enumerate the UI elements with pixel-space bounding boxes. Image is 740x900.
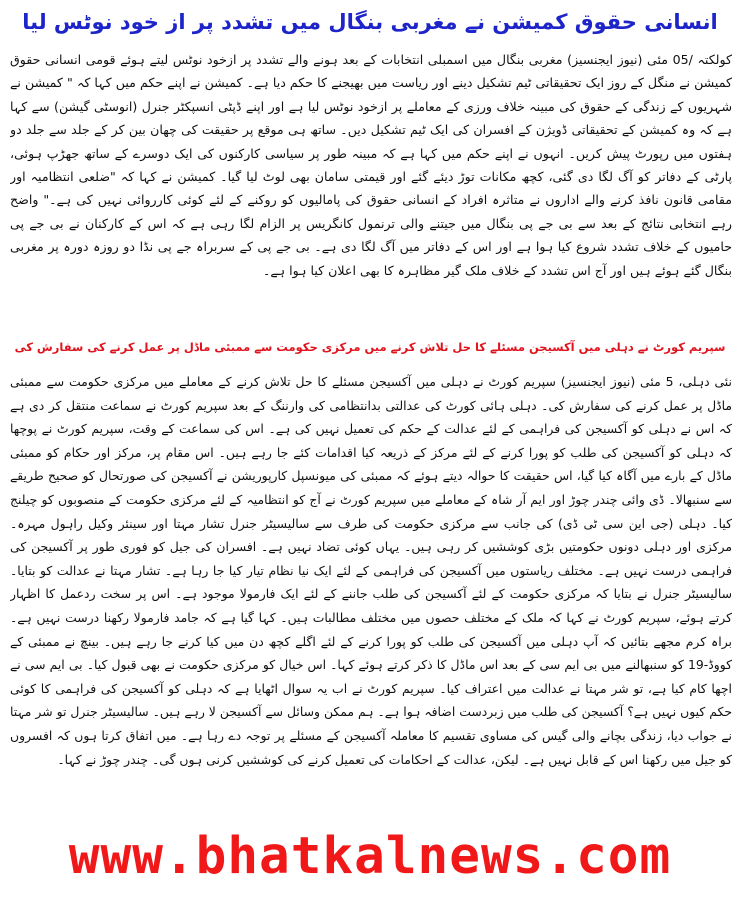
headline-supreme-court-oxygen: سپریم کورٹ نے دہلی میں آکسیجن مسئلے کا حل تلاش کرنے میں مرکزی حکومت سے ممبئی ماڈل پر عمل کرنے کی سفارش کی [14, 340, 726, 354]
headline-human-rights-commission: انسانی حقوق کمیشن نے مغربی بنگال میں تشدد پر از خود نوٹس لیا [22, 10, 718, 34]
article-body-bengal-violence: کولکتہ /05 مئی (نیوز ایجنسیز) مغربی بنگال میں اسمبلی انتخابات کے بعد ہونے والے تشدد پر ازخود نوٹس لیتے ہوئے قومی انسانی حقوق کمیشن نے منگل کے روز ایک تحقیقاتی ٹیم تشکیل دینے اور ریاست میں بھیجنے کا حکم دیا ہے۔ کمیشن نے اپنے حکم میں کہا کہ " کمیشن نے شہریوں کے زندگی کے حقوق کی مبینہ خلاف ورزی کے معاملے پر ازخود نوٹس لیا ہے اور اپنے ڈپٹی انسپکٹر جنرل (انوسٹی گیشن) سے کہا ہے کہ وہ کمیشن کے تحقیقاتی ڈویژن کے افسران کی ایک ٹیم تشکیل دیں۔ ساتھ ہی موقع پر حقیقت کی چھان بین کر کے جلد سے جلد دو ہفتوں میں رپورٹ پیش کریں۔ انہوں نے اپنے حکم میں کہا ہے کہ مبینہ طور پر سیاسی کارکنوں کی ایک دوسرے کے ساتھ جھڑپ ہوئی، پارٹی کے دفاتر کو آگ لگا دی گئی، کچھ مکانات توڑ دیئے گئے اور قیمتی سامان بھی لوٹ لیا گیا۔ کمیشن نے کہا کہ "ضلعی انتظامیہ اور مقامی قانون نافذ کرنے والے اداروں نے متاثرہ افراد کے انسانی حقوق کی پامالیوں کو روکنے کے لئے کوئی کارروائی نہیں کی ہے۔" واضح رہے انتخابی نتائج کے بعد سے بی جے پی بنگال میں جیتنے والی ترنمول کانگریس پر الزام لگا رہی ہے کہ اس کے کارکنان نے بی جے پی حامیوں کے خلاف تشدد شروع کیا ہوا ہے اور اس کے دفاتر میں آگ لگا دی ہے۔ بی جے پی کے سربراہ جے پی نڈا دو روزہ دورہ پر مغربی بنگال گئے ہوئے ہیں اور آج اس تشدد کے خلاف ملک گیر مظاہرہ کا بھی اعلان کیا ہوا ہے۔ [10, 52, 732, 278]
article-body-oxygen-mumbai-model: نئی دہلی، 5 مئی (نیوز ایجنسیز) سپریم کورٹ نے دہلی میں آکسیجن مسئلے کا حل تلاش کرنے کے معاملے میں مرکزی حکومت سے ممبئی ماڈل پر عمل کرنے کی سفارش کی۔ دہلی ہائی کورٹ کی عدالتی بدانتظامی کی وارننگ کے بعد سپریم کورٹ نے سماعت منتقل کر دی ہے کہ اس نے دہلی کو آکسیجن کی فراہمی کے لئے عدالت کے حکم کی تعمیل نہیں کی ہے۔ اس کی سماعت کے وقت، سپریم کورٹ نے پوچھا کہ دہلی کو آکسیجن کی طلب کو پورا کرنے کے لئے مرکز کے ذریعہ کیا اقدامات کئے جا رہے ہیں۔ اس مقام پر، مرکز اور حکام کو ممبئی ماڈل کے بارے میں آگاہ کیا گیا، اس حقیقت کا حوالہ دیتے ہوئے کہ ممبئی کی میونسپل کارپوریشن نے آکسیجن کی صورتحال کو صحیح طریقے سے سنبھالا۔ ڈی وائی چندر چوڑ اور ایم آر شاہ کے معاملے میں سپریم کورٹ نے آج کو انتظامیہ کے لئے مرکزی حکومت کے منصوبوں کو چیلنج کیا۔ دہلی (جی این سی ٹی ڈی) کی جانب سے مرکزی حکومت کی طرف سے سالیسیٹر جنرل تشار مہتا اور سینئر وکیل راہول مہرہ۔ مرکزی اور دہلی دونوں حکومتیں بڑی کوششیں کر رہی ہیں۔ یہاں کوئی تضاد نہیں ہے۔ افسران کی جیل کو فوری طور پر آکسیجن کی فراہمی درست نہیں ہے۔ مختلف ریاستوں میں آکسیجن کی فراہمی کے لئے ایک نیا نظام تیار کیا جا رہا ہے۔ تشار مہتا نے عدالت کو بتایا۔ سالیسیٹر جنرل نے بتایا کہ مرکزی حکومت کے لئے آکسیجن کی طلب جاننے کے لئے ایک فارمولا موجود ہے۔ اس پر سخت ردعمل کا اظہار کرتے ہوئے، سپریم کورٹ نے کہا کہ ملک کے مختلف حصوں میں مختلف مطالبات ہیں۔ کہا گیا ہے کہ جامد فارمولا رکھنا درست نہیں ہے۔ براہ کرم مجھے بتائیں کہ آپ دہلی میں آکسیجن کی طلب کو پورا کرنے کے لئے اگلے کچھ دن میں کیا کرنے جا رہے ہیں۔ بینچ نے ممبئی کے کووڈ-19 کو سنبھالنے میں بی ایم سی کے بعد اس ماڈل کا ذکر کرتے ہوئے کہا۔ اس خیال کو مرکزی حکومت نے بھی قبول کیا۔ بی ایم سی نے اچھا کام کیا ہے، تو شر مہتا نے عدالت میں اعتراف کیا۔ سپریم کورٹ نے اب یہ سوال اٹھایا ہے کہ دہلی کو آکسیجن کی فراہمی کا کوئی حکم کیوں نہیں ہے؟ آکسیجن کی طلب میں زبردست اضافہ ہوا ہے۔ ہم ممکن وسائل سے آکسیجن لا رہے ہیں۔ سالیسیٹر جنرل تو شر مہتا نے جواب دیا، زندگی بچانے والی گیس کی مساوی تقسیم کا معاملہ آکسیجن کے مسئلے پر توجہ دے رہا ہے۔ میں اتفاق کرتا ہوں کہ افسروں کو جیل میں رکھنا اس کے قابل نہیں ہے۔ لیکن، عدالت کے احکامات کی تعمیل کرنے کی کوششیں کرنی ہوں گی۔ چندر چوڑ نے کہا۔ [10, 374, 732, 767]
site-url-banner: www.bhatkalnews.com [68, 828, 672, 886]
